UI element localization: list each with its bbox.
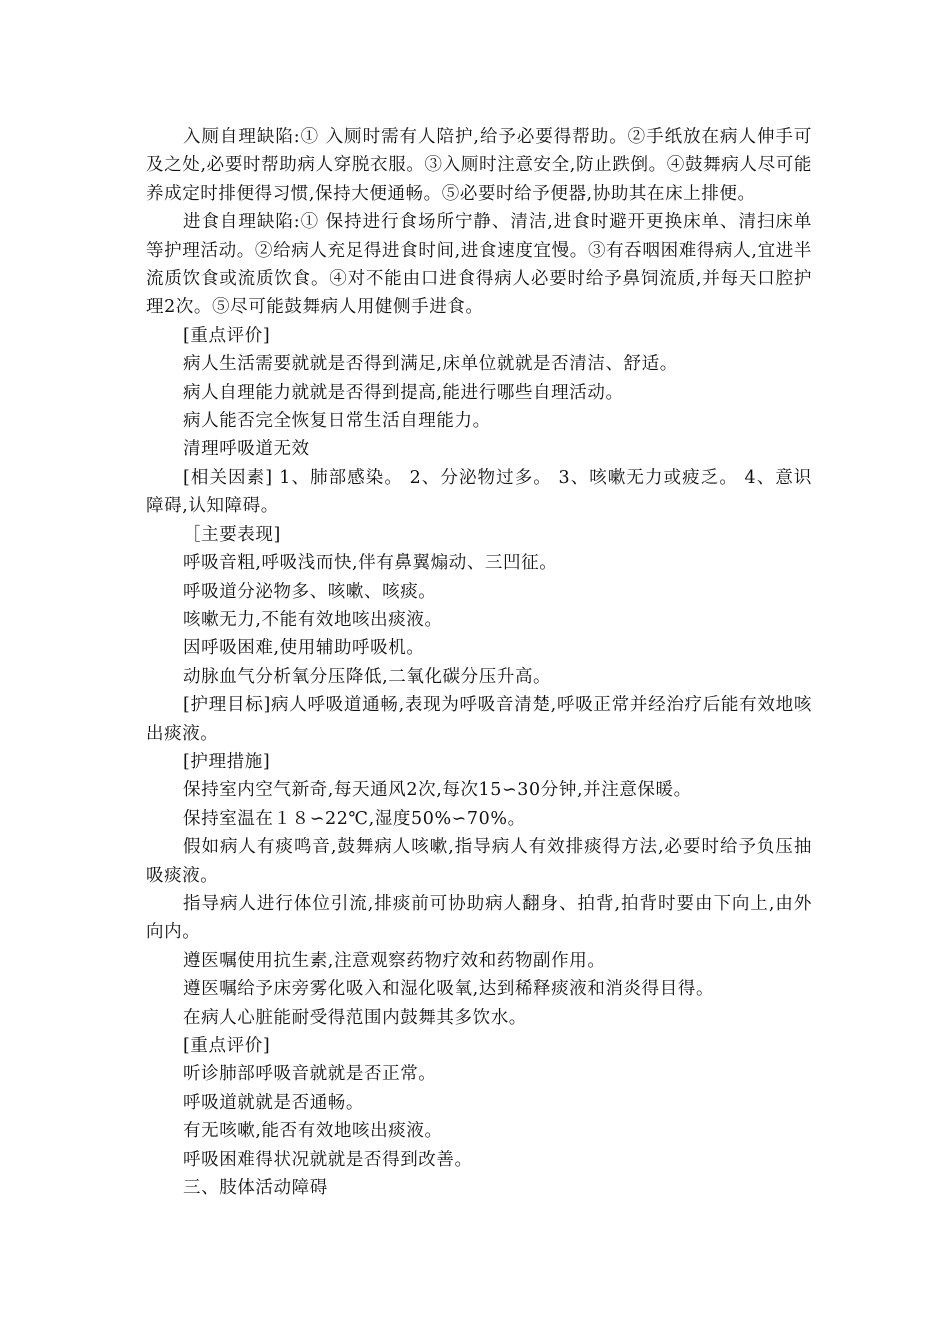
paragraph: 病人自理能力就就是否得到提高,能进行哪些自理活动。 [183,382,624,403]
paragraph: 病人生活需要就就是否得到满足,床单位就就是否清洁、舒适。 [183,354,678,375]
paragraph: 动脉血气分析氧分压降低,二氧化碳分压升高。 [183,666,552,687]
paragraph-related-factors: [相关因素] 1、肺部感染。 2、分泌物过多。 3、咳嗽无力或疲乏。 4、意识障碍,认知障碍。 [146,467,812,517]
paragraph: 呼吸困难得状况就就是否得到改善。 [183,1149,473,1170]
paragraph: 遵医嘱给予床旁雾化吸入和湿化吸氧,达到稀释痰液和消炎得目得。 [183,979,715,1000]
document-body [146,123,812,1202]
section-heading-airway-clearance: 清理呼吸道无效 [183,439,310,460]
paragraph-nursing-goal: [护理目标]病人呼吸道通畅,表现为呼吸音清楚,呼吸正常并经治疗后能有效地咳出痰液。 [146,695,812,744]
paragraph: 保持室内空气新奇,每天通风2次,每次15∽30分钟,并注意保暖。 [183,780,692,801]
paragraph: 病人能否完全恢复日常生活自理能力。 [183,411,491,432]
paragraph: 听诊肺部呼吸音就就是否正常。 [183,1064,437,1085]
paragraph: 因呼吸困难,使用辅助呼吸机。 [183,638,425,659]
paragraph: 指导病人进行体位引流,排痰前可协助病人翻身、拍背,拍背时要由下向上,由外向内。 [146,893,812,943]
paragraph: 呼吸道分泌物多、咳嗽、咳痰。 [183,581,437,602]
section-heading-key-evaluation: [重点评价] [183,325,271,346]
paragraph: 呼吸道就就是否通畅。 [183,1092,364,1113]
section-heading-main-manifestations: ［主要表现] [183,524,281,545]
paragraph: 保持室温在１８∽22℃,湿度50%∽70%。 [183,808,526,829]
section-heading-nursing-measures: [护理措施] [183,751,271,772]
paragraph: 有无咳嗽,能否有效地咳出痰液。 [183,1121,443,1142]
paragraph: 假如病人有痰鸣音,鼓舞病人咳嗽,指导病人有效排痰得方法,必要时给予负压抽吸痰液。 [146,837,812,886]
paragraph: 呼吸音粗,呼吸浅而快,伴有鼻翼煽动、三凹征。 [183,553,558,574]
paragraph: 咳嗽无力,不能有效地咳出痰液。 [183,609,443,630]
paragraph-feeding-self-care: 进食自理缺陷:① 保持进行食场所宁静、清洁,进食时避开更换床单、清扫床单等护理活动。②给病人充足得进食时间,进食速度宜慢。③有吞咽困难得病人,宜进半流质饮食或流质饮食。④对不能由口进食得病人必要时给予鼻饲流质,并每天口腔护理2次。⑤尽可能鼓舞病人用健侧手进食。 [146,212,812,318]
section-heading-key-evaluation: [重点评价] [183,1036,271,1056]
paragraph-toilet-self-care: 入厕自理缺陷:① 入厕时需有人陪护,给予必要得帮助。②手纸放在病人伸手可及之处,必要时帮助病人穿脱衣服。③入厕时注意安全,防止跌倒。④鼓舞病人尽可能养成定时排便得习惯,保持大便通畅。⑤必要时给予便器,协助其在床上排便。 [146,127,812,204]
paragraph: 在病人心脏能耐受得范围内鼓舞其多饮水。 [183,1007,527,1028]
paragraph: 遵医嘱使用抗生素,注意观察药物疗效和药物副作用。 [183,950,606,971]
section-heading-limb-activity: 三、肢体活动障碍 [183,1178,328,1199]
